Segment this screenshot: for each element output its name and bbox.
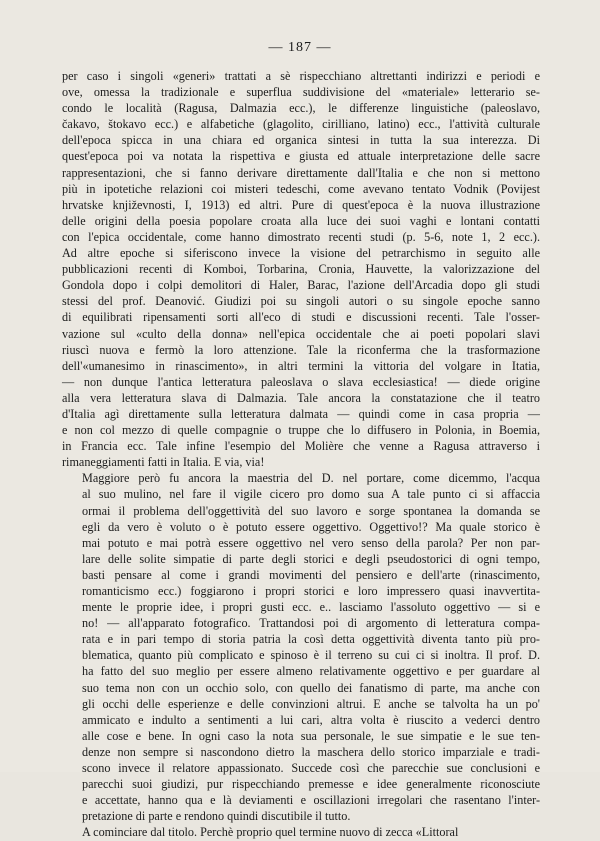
text-line: ammicato e indulto a sentimenti a lui cari, altra volta è riuscito a vederci dentro bbox=[82, 712, 540, 727]
text-body bbox=[62, 68, 540, 841]
text-line: di equilibrati ripensamenti sorti all'eco di studi e discussioni recenti. Tale l'osser- bbox=[62, 310, 540, 325]
text-line: condo le località (Ragusa, Dalmazia ecc.), le differenze linguistiche (paleoslavo, bbox=[62, 101, 540, 116]
text-line: lare delle solite simpatie di parte degli storici e degli pseudostorici di ogni tempo, bbox=[82, 551, 540, 566]
text-line: al suo mulino, nel fare il vigile cicero pro domo sua A tale punto ci si affaccia bbox=[82, 487, 540, 502]
text-line: A cominciare dal titolo. Perchè proprio quel termine nuovo di zecca «Littoral bbox=[82, 825, 459, 840]
text-line: stessi del prof. Deanović. Giudizi poi su singoli autori o su singole epoche sanno bbox=[62, 294, 540, 309]
text-line: con l'epica occidentale, come hanno dimostrato recenti studi (p. 5-6, note 1, 2 ecc.). bbox=[62, 229, 540, 244]
text-line: čakavo, štokavo ecc.) e alfabetiche (glagolito, cirilliano, latino) ecc., l'attività culturale bbox=[62, 117, 540, 132]
text-line: più in ipotetiche relazioni coi misteri tedeschi, come avevano tentato Vodnik (Povijest bbox=[62, 181, 540, 196]
text-line: delle origini della poesia popolare croata alla luce dei suoi vaghi e lontani contatti bbox=[62, 213, 540, 228]
text-line: Ad altre epoche si siferiscono invece la visione del petrarchismo in seguito alle bbox=[62, 246, 540, 261]
text-line: e non col mezzo di quelle compagnie o truppe che lo diffusero in Polonia, in Boemia, bbox=[62, 423, 540, 438]
text-line: quest'epoca poi va notata la rispettiva e giusta ed attuale interpretazione delle sacre bbox=[62, 149, 540, 164]
text-line: per caso i singoli «generi» trattati a sè rispecchiano altrettanti indirizzi e periodi e bbox=[62, 69, 540, 83]
text-line: no! — all'apparato fotografico. Trattandosi poi di argomento di letteratura compa- bbox=[82, 616, 540, 631]
paragraph bbox=[62, 470, 540, 824]
text-line: dell'«umanesimo in rinascimento», in altri termini la vittoria del volgare in Itatia, bbox=[62, 358, 540, 373]
text-line: suo tema non con un occhio solo, con quello dei fanatismo di parte, ma anche con bbox=[82, 680, 540, 695]
text-line: e accettate, hanno qua e là deviamenti e oscillazioni irregolari che rasentano l'inter- bbox=[82, 793, 540, 808]
text-line: egli da vero è voluto o è potuto essere oggettivo. Oggettivo!? Ma quale storico è bbox=[82, 519, 540, 534]
text-line: riuscì nuova e fermò la loro attenzione. Tale la riconferma che la trasformazione bbox=[62, 342, 540, 357]
text-line: parecchi suoi giudizi, pur rispecchiando premesse e idee generalmente riconosciute bbox=[82, 777, 540, 792]
text-line: scono invece il relatore appassionato. Succede così che parecchie sue conclusioni e bbox=[82, 761, 540, 776]
text-line: blematica, quanto più complicato e spinoso è il terreno su cui ci si inoltra. Il prof. D. bbox=[82, 648, 540, 663]
text-line: pretazione di parte e rendono quindi discutibile il tutto. bbox=[82, 809, 351, 824]
text-line: rimaneggiamenti fatti in Italia. E via, via! bbox=[62, 455, 265, 470]
page-number: — 187 — bbox=[268, 40, 332, 55]
text-line: ormai il problema dell'oggettività del suo lavoro e sorge spontanea la domanda se bbox=[82, 503, 540, 518]
text-line: in Francia ecc. Tale infine l'esempio del Molière che venne a Ragusa attraverso i bbox=[62, 439, 540, 454]
text-line: rata e in pari tempo di storia patria la così detta oggettività diventa tanto più pro- bbox=[82, 632, 540, 647]
text-line: romanticismo ecc.) foggiarono i propri storici e loro impressero quasi inavvertita- bbox=[82, 584, 540, 598]
text-line: ha fatto del suo meglio per essere almeno relativamente oggettivo e per guardare al bbox=[82, 664, 540, 679]
paragraph bbox=[62, 824, 540, 840]
text-line: basti pensare al come i grandi movimenti del pensiero e dell'arte (rinascimento, bbox=[82, 567, 540, 582]
text-line: rappresentazioni, che si fanno derivare direttamente dall'Italia e che non si mettono bbox=[62, 165, 540, 180]
paragraph bbox=[62, 68, 540, 470]
text-line: mai potuto e mai potrà essere oggettivo nel vero senso della parola? Per non par- bbox=[82, 535, 540, 550]
text-line: Maggiore però fu ancora la maestria del D. nel portare, come dicemmo, l'acqua bbox=[82, 471, 540, 486]
text-line: — non dunque l'antica letteratura paleoslava o slava ecclesiastica! — diede origine bbox=[62, 374, 540, 389]
text-line: mente le proprie idee, i propri gusti ecc. e.. lasciamo l'assoluto oggettivo — si e bbox=[82, 600, 540, 615]
text-line: Gondola dopo i colpi demolitori di Haler, Barac, l'azione dell'Arcadia dopo gli studi bbox=[62, 278, 540, 293]
text-line: pubblicazioni recenti di Komboi, Torbarina, Cronia, Hauvette, la valorizzazione del bbox=[62, 262, 540, 277]
text-line: dell'epoca spicca in una chiara ed organica sintesi in tutta la sua interezza. Di bbox=[62, 133, 540, 148]
text-line: denze non sempre si nascondono dietro la maschera dello storico imparziale e tradi- bbox=[82, 744, 540, 759]
text-line: d'Italia agì direttamente sulla letteratura dalmata — quindi come in casa propria — bbox=[62, 406, 540, 421]
text-line: ove, omessa la tradizionale e superflua suddivisione del «materiale» letterario se- bbox=[62, 85, 540, 100]
text-line: vazione sul «culto della donna» nell'epica occidentale che ai poeti popolari slavi bbox=[62, 326, 540, 341]
text-line: gli occhi delle esperienze e delle convinzioni altrui. E anche se talvolta ha un po' bbox=[82, 696, 540, 711]
text-line: hrvatske književnosti, I, 1913) ed altri. Pure di quest'epoca è la nuova illustrazione bbox=[62, 197, 540, 212]
text-line: alla vera letteratura slava di Dalmazia. Tale ancora la constatazione che il teatro bbox=[62, 390, 540, 405]
text-line: alle cose e bene. In ogni caso la nota sua personale, le sue simpatie e le sue ten- bbox=[82, 728, 540, 743]
